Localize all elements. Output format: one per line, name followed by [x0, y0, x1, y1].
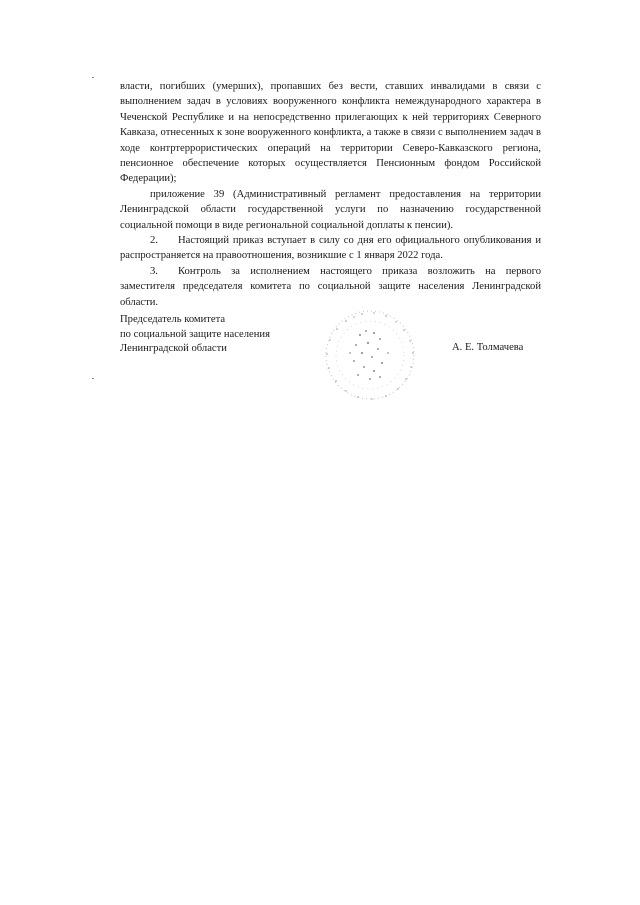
signature-title-line: Председатель комитета [120, 314, 226, 325]
margin-mark [92, 77, 94, 78]
numbered-item-3 [120, 264, 541, 310]
signature-title-line: Ленинградской области [120, 343, 227, 355]
item-number: 2. [150, 235, 158, 247]
paragraph-continuation: власти, погибших (умерших), пропавших без вести, ставших инвалидами в связи с выполнением задач в условиях вооруженного конфликта немеждународного характера в Чеченской Республике и на непосредственно прилегающих к ней территориях Северного Кавказа, отнесенных к зоне вооруженного конфликта, а также в связи с выполнением задач в ходе контртеррористических операций на территории Северо-Кавказского региона, пенсионное обеспечение которых осуществляется Пенсионным фондом Российской Федерации); [120, 81, 541, 185]
margin-mark [92, 378, 94, 379]
item-text: Настоящий приказ вступает в силу со дня его официального опубликования и распространяется на правоотношения, возникшие с 1 января 2022 года. [120, 235, 541, 262]
signatory-name: А. Е. Толмачева [452, 342, 524, 353]
official-stamp [316, 305, 424, 405]
signature-title-line: по социальной защите населения [120, 328, 270, 340]
paragraph-appendix-39: приложение 39 (Административный регламент предоставления на территории Ленинградской области государственной услуги по назначению государственной социальной помощи в виде региональной социальной доплаты к пенсии). [120, 188, 541, 231]
item-number: 3. [150, 265, 158, 277]
signature-title [120, 313, 270, 357]
item-text: Контроль за исполнением настоящего приказа возложить на первого заместителя председателя комитета по социальной защите населения Ленинградской области. [120, 265, 541, 308]
numbered-item-2 [120, 233, 541, 264]
document-body [120, 79, 541, 310]
